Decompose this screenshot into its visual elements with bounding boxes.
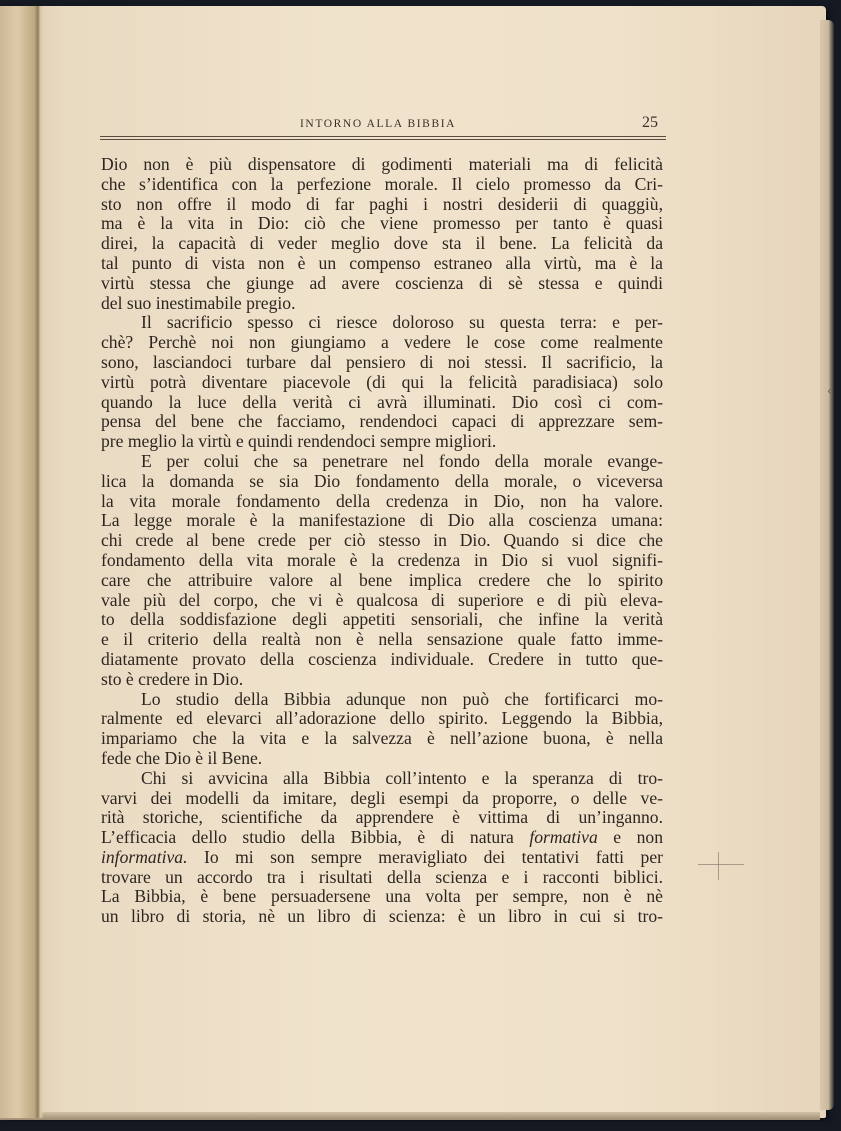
- italic-term: formativa: [529, 827, 598, 848]
- header-rule: [100, 136, 666, 137]
- text-line: ralmente ed elevarci all’adorazione dello spirito. Leggendo la Bibbia,: [101, 708, 663, 729]
- text-line: La legge morale è la manifestazione di Dio alla coscienza umana:: [101, 510, 663, 531]
- text-line: virtù potrà diventare piacevole (di qui la felicità paradisiaca) solo: [101, 371, 663, 392]
- text-line: chè? Perchè noi non giungiamo a vedere le cose come realmente: [101, 332, 663, 353]
- text-line: to della soddisfazione degli appetiti sensoriali, che infine la verità: [101, 609, 663, 630]
- text-line: fede che Dio è il Bene.: [101, 747, 263, 768]
- text-line: trovare un accordo tra i risultati della scienza e i racconti biblici.: [101, 866, 663, 887]
- text-line: sono, lasciandoci turbare dal pensiero di noi stessi. Il sacrificio, la: [101, 351, 663, 372]
- text-segment: L’efficacia dello studio della Bibbia, è di natura: [101, 827, 530, 848]
- text-line: rità storiche, scientifiche da apprendere è vittima di un’inganno.: [101, 807, 663, 828]
- running-header: [100, 115, 666, 137]
- text-line: impariamo che la vita e la salvezza è nell’azione buona, è nella: [101, 728, 663, 749]
- text-line: quando la luce della verità ci avrà illuminati. Dio così ci com-: [101, 391, 663, 412]
- text-line: che s’identifica con la perfezione morale. Il cielo promesso da Cri-: [101, 173, 663, 194]
- text-line: direi, la capacità di veder meglio dove sta il bene. La felicità da: [101, 233, 663, 254]
- body-text: [101, 155, 663, 927]
- running-title: INTORNO ALLA BIBBIA: [300, 118, 457, 130]
- book-gutter: [0, 6, 44, 1118]
- text-line: Chi si avvicina alla Bibbia coll’intento e la speranza di tro-: [141, 767, 663, 788]
- text-line: la vita morale fondamento della credenza in Dio, non ha valore.: [101, 490, 663, 511]
- text-line: varvi dei modelli da imitare, degli esempi da proporre, o delle ve-: [101, 787, 663, 808]
- text-line: La Bibbia, è bene persuadersene una volta per sempre, non è nè: [101, 886, 663, 907]
- text-line: [101, 828, 663, 848]
- text-line: sto non offre il modo di far paghi i nostri desiderii di quaggiù,: [101, 193, 663, 214]
- text-line: e il criterio della realtà non è nella sensazione quale fatto imme-: [101, 629, 663, 650]
- text-line: sto è credere in Dio.: [101, 668, 244, 689]
- text-line: diatamente provato della coscienza individuale. Credere in tutto que-: [101, 648, 663, 669]
- text-line: fondamento della vita morale è la credenza in Dio si vuol signifi-: [101, 549, 663, 570]
- header-rule: [100, 139, 666, 140]
- page-number: 25: [642, 114, 658, 131]
- text-line: lica la domanda se sia Dio fondamento della morale, o viceversa: [101, 470, 663, 491]
- text-line: un libro di storia, nè un libro di scienza: è un libro in cui si tro-: [101, 906, 663, 927]
- text-line: [101, 848, 663, 868]
- text-line: tal punto di vista non è un compenso estraneo alla virtù, ma è la: [101, 252, 663, 273]
- text-line: del suo inestimabile pregio.: [101, 292, 296, 313]
- page-bottom-edge: [0, 1112, 820, 1120]
- text-line: Lo studio della Bibbia adunque non può che fortificarci mo-: [141, 688, 663, 709]
- text-line: E per colui che sa penetrare nel fondo della morale evange-: [141, 450, 663, 471]
- pencil-cross-mark: [698, 852, 744, 880]
- text-line: vale più del corpo, che vi è qualcosa di superiore e di più eleva-: [101, 589, 663, 610]
- margin-tick-mark: ‹: [827, 384, 832, 398]
- text-line: Dio non è più dispensatore di godimenti materiali ma di felicità: [101, 154, 663, 174]
- text-line: ma è la vita in Dio: ciò che viene promesso per tanto è quasi: [101, 213, 663, 234]
- page-edge: [820, 20, 834, 1110]
- text-segment: e non: [597, 827, 663, 848]
- text-line: care che attribuire valore al bene implica credere che lo spirito: [101, 569, 663, 590]
- text-line: virtù stessa che giunge ad avere coscienza di sè stessa e quindi: [101, 272, 663, 293]
- text-line: pensa del bene che facciamo, rendendoci capaci di apprezzare sem-: [101, 411, 663, 432]
- text-line: Il sacrificio spesso ci riesce doloroso su questa terra: e per-: [141, 312, 663, 333]
- text-line: pre meglio la virtù e quindi rendendoci sempre migliori.: [101, 431, 497, 452]
- text-segment: Io mi son sempre meravigliato dei tentativi fatti per: [187, 846, 663, 867]
- text-line: chi crede al bene crede per ciò stesso in Dio. Quando si dice che: [101, 530, 663, 551]
- italic-term: informativa.: [101, 846, 188, 867]
